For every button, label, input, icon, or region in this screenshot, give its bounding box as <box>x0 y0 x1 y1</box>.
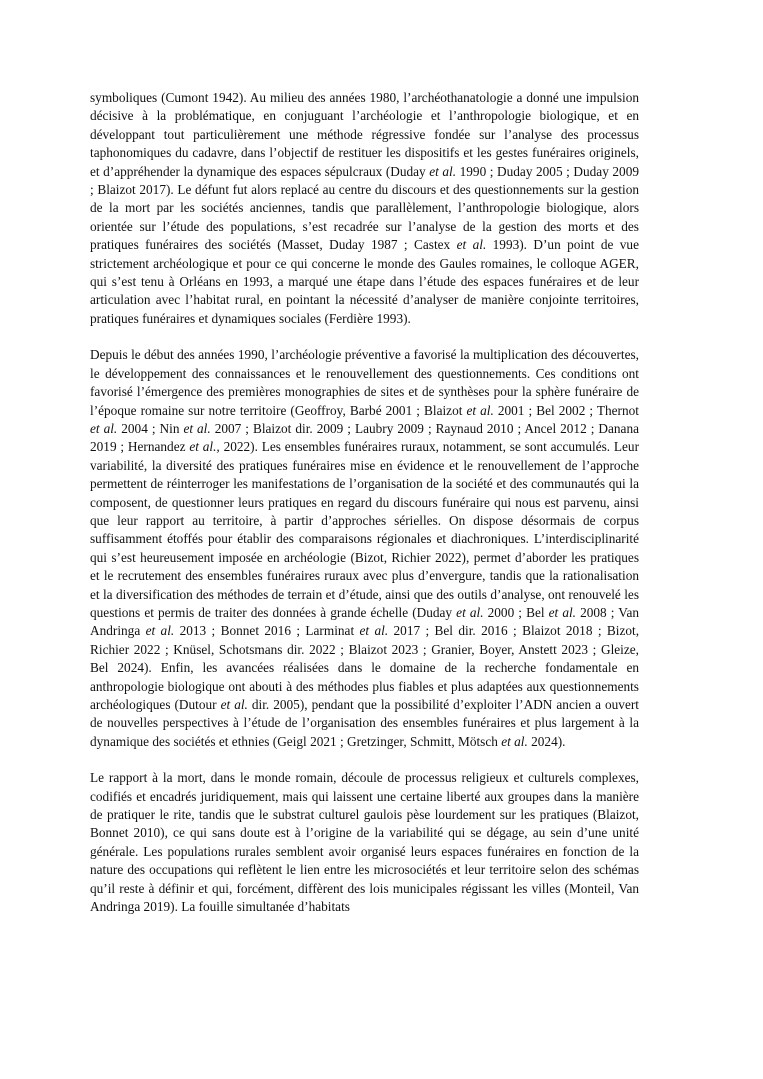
text-run: 2000 ; Bel <box>483 604 549 620</box>
italic-run: et al. <box>90 420 118 436</box>
italic-run: et al. <box>466 402 494 418</box>
italic-run: et al. <box>501 733 528 749</box>
body-text <box>90 89 639 916</box>
italic-run: et al. <box>456 237 487 253</box>
text-run: 2017 ; Bel dir. 2016 ; Blaizot 2018 ; Bizot, Richier 2022 ; Knüsel, Schotsmans dir. 2022 ; Blaizot 2023 ; Granier, Boyer, Anstett 2023 ; Gleize, Bel 2024). Enfin, les avancées réalisées dans le domaine de la recherche fondamentale en anthropologie biologique ont abouti à des méthodes plus fiables et plus adaptées aux questionnements archéologiques (Dutour <box>90 623 640 712</box>
italic-run: et al. <box>145 623 175 639</box>
italic-run: et al. <box>429 163 457 179</box>
text-run: 2024). <box>527 733 566 749</box>
text-run: Depuis le début des années 1990, l’archéologie préventive a favorisé la multiplication des découvertes, le développement des connaissances et le renouvellement des questionnements. Ces conditions ont favorisé l’émergence des premières monographies de sites et de synthèses pour la sphère funéraire de l’époque romaine sur notre territoire (Geoffroy, Barbé 2001 ; Blaizot <box>90 347 639 418</box>
text-run: 2004 ; Nin <box>117 420 184 436</box>
paragraph-1 <box>90 89 639 328</box>
italic-run: et al. <box>456 604 484 620</box>
text-run: 2008 ; Van Andringa <box>90 604 639 639</box>
text-run: 1993). D’un point de vue strictement archéologique et pour ce qui concerne le monde des Gaules romaines, le colloque AGER, qui s’est tenu à Orléans en 1993, a marqué une étape dans l’étude des espaces funéraires et de leur articulation avec l’habitat rural, en pointant la nécessité d’analyser de manière conjointe territoires, pratiques funéraires et dynamiques sociales (Ferdière 1993). <box>90 237 639 326</box>
italic-run: et al., <box>189 439 220 455</box>
text-run: 1990 ; Duday 2005 ; Duday 2009 ; Blaizot 2017). Le défunt fut alors replacé au centre du discours et des questionnements sur la gestion de la mort par les sociétés anciennes, tandis que parallèlement, l’anthropologie biologique, alors orientée sur l’étude des populations, s’est recadrée sur l’analyse de la gestion des morts et des pratiques funéraires des sociétés (Masset, Duday 1987 ; Castex <box>90 163 639 253</box>
text-run: dir. 2005), pendant que la possibilité d’exploiter l’ADN ancien a ouvert de nouvelles perspectives à l’étude de l’organisation des ensembles funéraires et plus largement à la dynamique des sociétés et ethnies (Geigl 2021 ; Gretzinger, Schmitt, Mötsch <box>90 697 639 749</box>
text-run: 2022). Les ensembles funéraires ruraux, notamment, se sont accumulés. Leur variabilité, la diversité des pratiques funéraires mise en évidence et le renouvellement de l’approche permettent de réinterroger les manifestations de l’organisation de la société et des communautés qui la composent, de questionner leurs pratiques en regard du discours funéraire qui nous est parvenu, ainsi que leur rapport au territoire, à partir d’approches sérielles. On dispose désormais de corpus suffisamment étoffés pour établir des comparaisons régionales et diachroniques. L’interdisciplinarité qui s’est heureusement imposée en archéologie (Bizot, Richier 2022), permet d’aborder les pratiques et le recrutement des ensembles funéraires ruraux avec plus d’envergure, tandis que la rationalisation et la diversification des méthodes de terrain et d’étude, ainsi que des outils d’analyse, ont renouvelé les questions et permis de traiter des données à grande échelle (Duday <box>90 439 640 620</box>
italic-run: et al. <box>548 604 576 620</box>
text-run: Le rapport à la mort, dans le monde romain, découle de processus religieux et culturels complexes, codifiés et encadrés juridiquement, mais qui laissent une certaine liberté aux groupes dans la manière de pratiquer le rite, tandis que le substrat culturel gaulois pèse lourdement sur les pratiques (Blaizot, Bonnet 2010), ce qui sans doute est à l’origine de la variabilité qui se dégage, au sein d’une unité générale. Les populations rurales semblent avoir organisé leurs espaces funéraires en fonction de la nature des occupations qui reflètent le lien entre les microsociétés et leur territoire selon des schémas qu’il reste à définir et qui, forcément, diffèrent des lois municipales régissant les villes (Monteil, Van Andringa 2019). La fouille simultanée d’habitats <box>90 770 639 915</box>
italic-run: et al. <box>220 697 248 712</box>
paragraph-3 <box>90 769 639 916</box>
text-run: 2013 ; Bonnet 2016 ; Larminat <box>174 623 360 639</box>
text-run: 2001 ; Bel 2002 ; Thernot <box>493 402 639 418</box>
paragraph-2 <box>90 346 639 751</box>
italic-run: et al. <box>359 623 389 639</box>
italic-run: et al. <box>183 420 211 436</box>
text-run: 2007 ; Blaizot dir. 2009 ; Laubry 2009 ; Raynaud 2010 ; Ancel 2012 ; Danana 2019 ; Hernandez <box>90 420 640 455</box>
text-run: symboliques (Cumont 1942). Au milieu des années 1980, l’archéothanatologie a donné une impulsion décisive à la problématique, en conjuguant l’archéologie et l’anthropologie biologique, et en développant tout particulièrement une méthode régressive fondée sur l’analyse des processus taphonomiques du cadavre, dans l’objectif de restituer les dispositifs et les gestes funéraires originels, et d’appréhender la dynamique des espaces sépulcraux (Duday <box>90 90 639 179</box>
